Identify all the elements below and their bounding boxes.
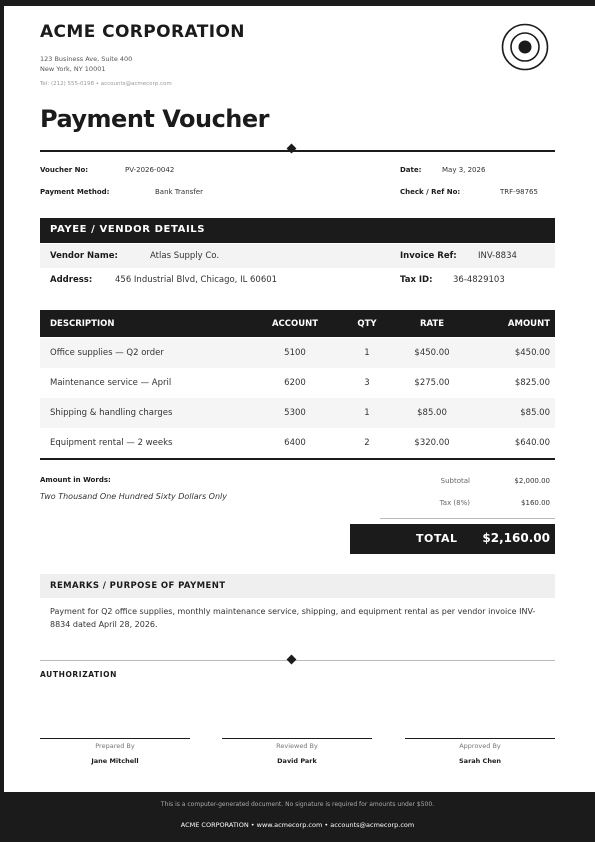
address-label: Address:	[50, 275, 93, 285]
amount-in-words-label: Amount in Words:	[40, 476, 111, 484]
row-amount: $85.00	[520, 408, 550, 418]
total-box	[350, 524, 555, 554]
document-title: Payment Voucher	[40, 105, 270, 133]
ref-no-value: TRF-98765	[500, 188, 538, 196]
row-account: 6400	[284, 438, 306, 448]
row-qty: 3	[364, 378, 370, 388]
signature-line-approved	[405, 738, 555, 739]
row-description: Equipment rental — 2 weeks	[50, 438, 173, 448]
tax-id-label: Tax ID:	[400, 275, 433, 285]
table-row	[40, 428, 555, 458]
company-contact: Tel: (212) 555-0198 • accounts@acmecorp.com	[40, 81, 172, 87]
invoice-ref-value: INV-8834	[478, 251, 517, 261]
footer-contact: ACME CORPORATION • www.acmecorp.com • accounts@acmecorp.com	[180, 821, 415, 829]
table-row	[40, 398, 555, 428]
row-description: Maintenance service — April	[50, 378, 172, 388]
row-qty: 1	[364, 408, 370, 418]
table-row	[40, 368, 555, 398]
col-rate-header: RATE	[419, 319, 445, 329]
row-account: 5300	[284, 408, 306, 418]
row-description: Office supplies — Q2 order	[50, 348, 164, 358]
company-name: ACME CORPORATION	[40, 22, 245, 42]
signature-line-reviewed	[222, 738, 372, 739]
row-account: 6200	[284, 378, 306, 388]
row-rate: $320.00	[414, 438, 450, 448]
vendor-name-label: Vendor Name:	[50, 251, 118, 261]
remarks-header	[40, 574, 555, 598]
total-value: $2,160.00	[482, 531, 550, 545]
row-account: 5100	[284, 348, 306, 358]
subtotal-value: $2,000.00	[514, 477, 550, 485]
address-value: 456 Industrial Blvd, Chicago, IL 60601	[115, 275, 278, 285]
line-items-header	[40, 310, 555, 337]
reviewed-by-name: David Park	[277, 757, 317, 765]
title-divider	[40, 150, 555, 152]
company-address-line1: 123 Business Ave, Suite 400	[40, 55, 133, 63]
authorization-divider	[40, 660, 555, 661]
amount-in-words-value: Two Thousand One Hundred Sixty Dollars Only	[40, 492, 227, 501]
approved-by-label: Approved By	[459, 742, 501, 750]
row-amount: $640.00	[514, 438, 550, 448]
payee-section-header	[40, 218, 555, 243]
prepared-by-name: Jane Mitchell	[91, 757, 139, 765]
total-label: TOTAL	[416, 532, 458, 545]
row-qty: 2	[364, 438, 370, 448]
tax-id-value: 36-4829103	[453, 275, 505, 285]
page-footer	[0, 792, 595, 842]
invoice-ref-label: Invoice Ref:	[400, 251, 457, 261]
payment-method-label: Payment Method:	[40, 188, 110, 196]
col-account-header: ACCOUNT	[271, 319, 319, 329]
left-border	[0, 0, 4, 842]
voucher-no-label: Voucher No:	[40, 166, 89, 174]
authorization-title: AUTHORIZATION	[40, 670, 118, 679]
row-rate: $275.00	[414, 378, 450, 388]
row-amount: $825.00	[514, 378, 550, 388]
payment-method-value: Bank Transfer	[155, 188, 203, 196]
tax-label: Tax (8%)	[439, 499, 470, 507]
col-qty-header: QTY	[357, 319, 377, 329]
row-amount: $450.00	[514, 348, 550, 358]
row-description: Shipping & handling charges	[50, 408, 173, 418]
row-rate: $450.00	[414, 348, 450, 358]
col-amount-header: AMOUNT	[507, 319, 550, 329]
reviewed-by-label: Reviewed By	[276, 742, 318, 750]
payee-row-1	[40, 244, 555, 268]
payee-section-title: PAYEE / VENDOR DETAILS	[50, 224, 206, 235]
tax-value: $160.00	[521, 499, 550, 507]
top-border	[0, 0, 595, 6]
remarks-title: REMARKS / PURPOSE OF PAYMENT	[50, 581, 226, 591]
summary-divider	[380, 518, 555, 519]
company-logo-icon	[501, 23, 549, 71]
date-value: May 3, 2026	[442, 166, 486, 174]
approved-by-name: Sarah Chen	[459, 757, 501, 765]
subtotal-label: Subtotal	[440, 477, 470, 485]
row-qty: 1	[364, 348, 370, 358]
row-rate: $85.00	[417, 408, 447, 418]
date-label: Date:	[400, 166, 422, 174]
voucher-no-value: PV-2026-0042	[125, 166, 175, 174]
footer-disclaimer: This is a computer-generated document. No signature is required for amounts under $500.	[160, 801, 435, 808]
company-address-line2: New York, NY 10001	[40, 65, 106, 73]
prepared-by-label: Prepared By	[95, 742, 135, 750]
remarks-body: Payment for Q2 office supplies, monthly maintenance service, shipping, and equipment rental as per vendor invoice INV-8834 dated April 28, 2026.	[50, 607, 536, 629]
vendor-name-value: Atlas Supply Co.	[150, 251, 220, 261]
ref-no-label: Check / Ref No:	[400, 188, 461, 196]
table-bottom-rule	[40, 458, 555, 460]
col-description-header: DESCRIPTION	[50, 319, 115, 329]
signature-line-prepared	[40, 738, 190, 739]
diamond-ornament-icon	[287, 655, 297, 665]
table-row	[40, 338, 555, 368]
